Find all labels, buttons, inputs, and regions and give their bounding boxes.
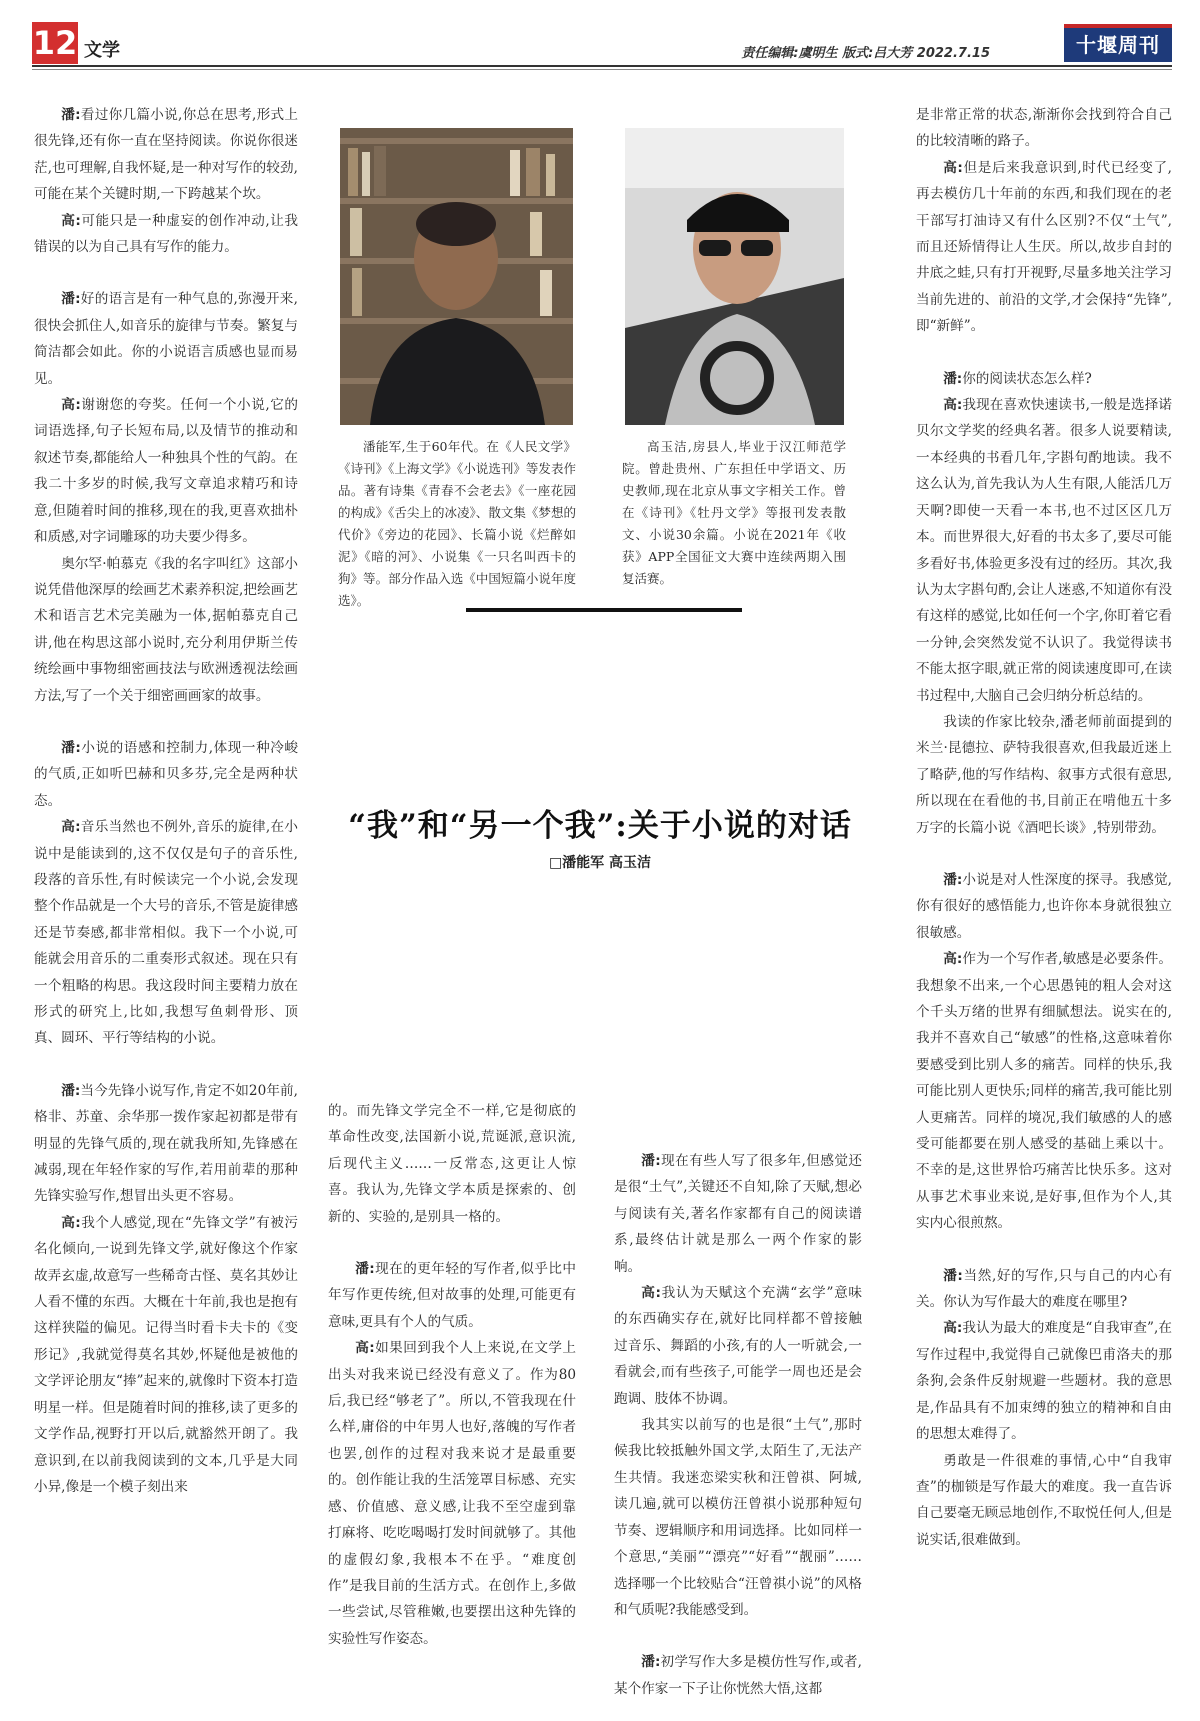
section-title: 文学 [84,40,120,61]
article-byline: □潘能军 高玉洁 [548,855,652,871]
paragraph-text: 如果回到我个人上来说,在文学上出头对我来说已经没有意义了。作为80后,我已经“够老了”。所以,不管我现在什么样,庸俗的中年男人也好,落魄的写作者也罢,创作的过程对我来说才是最重要的。创作能让我的生活笼罩目标感、充实感、价值感、意义感,让我不至空虚到靠打麻将、吃吃喝喝打发时间就够了。其他的虚假幻象,我根本不在乎。“难度创作”是我目前的生活方式。在创作上,多做一些尝试,尽管稚嫩,也要摆出这种先锋的实验性写作姿态。 [328,1340,576,1647]
paragraph [34,735,298,814]
paragraph-text: 初学写作大多是模仿性写作,或者,某个作家一下子让你恍然大悟,这都 [614,1654,862,1697]
paragraph-text: 好的语言是有一种气息的,弥漫开来,很快会抓住人,如音乐的旋律与节奏。繁复与简洁都会如此。你的小说语言质感也显而易见。 [34,291,298,387]
paragraph [916,155,1172,340]
caption-pan-nengjun: 潘能军,生于60年代。在《人民文学》《诗刊》《上海文学》《小说选刊》等发表作品。著有诗集《青春不会老去》《一座花园的构成》《舌尖上的冰凌》、散文集《梦想的代价》《旁边的花园》、长篇小说《烂醉如泥》《暗的河》、小说集《一只名叫西卡的狗》等。部分作品入选《中国短篇小说年度选》。 [338,439,576,608]
paragraph-text: 当今先锋小说写作,肯定不如20年前,格非、苏童、余华那一拨作家起初都是带有明显的先锋气质的,现在就我所知,先锋感在减弱,现在年轻作家的写作,若用前辈的那种先锋实验写作,想冒出头更不容易。 [34,1082,298,1205]
paragraph [916,366,1172,392]
editor-credits: 责任编辑:虞明生 版式:吕大芳 2022.7.15 [741,46,990,61]
paragraph-text: 可能只是一种虚妄的创作冲动,让我错误的以为自己具有写作的能力。 [34,212,298,256]
speaker-label: 潘: [641,1654,661,1671]
section-divider [466,608,742,612]
portrait-car-image [625,128,844,425]
speaker-label: 高: [943,159,963,176]
paragraph-text: 我个人感觉,现在“先锋文学”有被污名化倾向,一说到先锋文学,就好像这个作家故弄玄虚,故意写一些稀奇古怪、莫名其妙让人看不懂的东西。大概在十年前,我也是抱有这样狭隘的偏见。记得当时看卡夫卡的《变形记》,我就觉得莫名其妙,怀疑他是被他的文学评论朋友“捧”起来的,就像时下资本打造明星一样。但是随着时间的推移,读了更多的文学作品,视野打开以后,就豁然开朗了。我意识到,在以前我阅读到的文本,几乎是大同小异,像是一个模子刻出来 [34,1214,298,1495]
paragraph [34,1210,298,1500]
paragraph [916,946,1172,1236]
speaker-label: 潘: [61,1082,81,1099]
paragraph-text: 作为一个写作者,敏感是必要条件。我想象不出来,一个心思愚钝的粗人会对这个千头万绪的世界有细腻想法。说实在的,我并不喜欢自己“敏感”的性格,这意味着你要感受到比别人多的痛苦。同样的快乐,我可能比别人更快乐;同样的痛苦,我可能比别人更痛苦。同样的境况,我们敏感的人的感受可能都要在别人感受的基础上乘以十。不幸的是,这世界恰巧痛苦比快乐多。这对从事艺术事业来说,是好事,但作为个人,其实内心很煎熬。 [916,951,1172,1232]
paragraph-text: 现在的更年轻的写作者,似乎比中年写作更传统,但对故事的处理,可能更有意味,更具有个人的气质。 [328,1261,576,1330]
paragraph-text: 我现在喜欢快速读书,一般是选择诺贝尔文学奖的经典名著。很多人说要精读,一本经典的书看几年,字斟句酌地读。我不这么认为,首先我认为人生有限,人能活几万天啊?即使一天看一本书,也不过区区几万本。而世界很大,好看的书太多了,要尽可能多看好书,体验更多没有过的经历。其次,我认为太字斟句酌,会让人迷惑,不知道你有没有这样的感觉,比如任何一个字,你盯着它看一分钟,会突然发觉不认识了。我觉得读书不能太抠字眼,就正常的阅读速度即可,在读书过程中,大脑自己会归纳分析总结的。 [916,397,1172,704]
paragraph-text: 小说是对人性深度的探寻。我感觉,你有很好的感悟能力,也许你本身就很独立很敏感。 [916,871,1172,941]
paragraph [916,709,1172,841]
paragraph-text: 的。而先锋文学完全不一样,它是彻底的革命性改变,法国新小说,荒诞派,意识流,后现代主义……一反常态,这更让人惊喜。我认为,先锋文学本质是探索的、创新的、实验的,是别具一格的。 [328,1103,576,1225]
paragraph [614,1280,862,1412]
speaker-label: 潘: [355,1261,375,1278]
speaker-label: 潘: [943,370,963,387]
paragraph-text: 现在有些人写了很多年,但感觉还是很“土气”,关键还不自知,除了天赋,想必与阅读有关,著名作家都有自己的阅读谱系,最终估计就是那么一两个作家的影响。 [614,1153,862,1275]
paragraph [34,286,298,392]
paragraph [916,1448,1172,1554]
portrait-bookshelf-image [340,128,573,425]
paragraph [916,867,1172,946]
speaker-label: 高: [943,1320,963,1337]
speaker-label: 高: [641,1285,661,1302]
paragraph-text: 看过你几篇小说,你总在思考,形式上很先锋,还有你一直在坚持阅读。你说你很迷茫,也可理解,自我怀疑,是一种对写作的较劲,可能在某个关键时期,一下跨越某个坎。 [34,107,298,203]
paragraph [916,102,1172,155]
author-photo-pan [340,128,573,425]
newspaper-masthead: 十堰周刊 [1064,24,1172,62]
paragraph [614,1649,862,1702]
paragraph-text: 当然,好的写作,只与自己的内心有关。你认为写作最大的难度在哪里? [916,1267,1172,1311]
paragraph [614,1412,862,1623]
speaker-label: 高: [61,819,81,836]
speaker-label: 潘: [61,107,81,123]
caption-gao-yujie: 高玉洁,房县人,毕业于汉江师范学院。曾赴贵州、广东担任中学语文、历史教师,现在北京从事文字相关工作。曾在《诗刊》《牡丹文学》等报刊发表散文、小说30余篇。小说在2021年《收获》APP全国征文大赛中连续两期入围复活赛。 [622,439,846,586]
paragraph-text: 我其实以前写的也是很“土气”,那时候我比较抵触外国文学,太陌生了,无法产生共情。我迷恋梁实秋和汪曾祺、阿城,读几遍,就可以模仿汪曾祺小说那种短句节奏、逻辑顺序和用词选择。比如同样一个意思,“美丽”“漂亮”“好看”“靓丽”……选择哪一个比较贴合“汪曾祺小说”的风格和气质呢?我能感受到。 [614,1417,862,1618]
speaker-label: 高: [61,397,81,414]
paragraph-text: 你的阅读状态怎么样? [962,370,1092,387]
speaker-label: 高: [61,212,81,229]
paragraph [614,1148,862,1280]
paragraph-text: 小说的语感和控制力,体现一种冷峻的气质,正如听巴赫和贝多芬,完全是两种状态。 [34,739,298,809]
paragraph [916,392,1172,709]
paragraph [916,1315,1172,1447]
paragraph [328,1098,576,1230]
header-rule-thin [32,69,1172,70]
paragraph-text: 勇敢是一件很难的事情,心中“自我审查”的枷锁是写作最大的难度。我一直告诉自己要毫无顾忌地创作,不取悦任何人,但是说实话,很难做到。 [916,1452,1172,1548]
author-photo-gao [625,128,844,425]
speaker-label: 潘: [943,871,963,888]
paragraph-text: 我认为最大的难度是“自我审查”,在写作过程中,我觉得自己就像巴甫洛夫的那条狗,会条件反射规避一些题材。我的意思是,作品具有不加束缚的独立的精神和自由的思想太难得了。 [916,1320,1172,1443]
paragraph [328,1256,576,1335]
paragraph-text: 我读的作家比较杂,潘老师前面提到的米兰·昆德拉、萨特我很喜欢,但我最近迷上了略萨,他的写作结构、叙事方式很有意思,所以现在在看他的书,目前正在啃他五十多万字的长篇小说《酒吧长谈》,特别带劲。 [916,713,1172,836]
paragraph-text: 音乐当然也不例外,音乐的旋律,在小说中是能读到的,这不仅仅是句子的音乐性,段落的音乐性,有时候读完一个小说,会发现整个作品就是一个大号的音乐,不管是旋律感还是节奏感,都非常相似。我下一个小说,可能就会用音乐的二重奏形式叙述。现在只有一个粗略的构思。我这段时间主要精力放在形式的研究上,比如,我想写鱼刺骨形、顶真、圆环、平行等结构的小说。 [34,819,298,1047]
text-column-2 [328,1098,576,1698]
paragraph-text: 我认为天赋这个充满“玄学”意味的东西确实存在,就好比同样都不曾接触过音乐、舞蹈的小孩,有的人一听就会,一看就会,而有些孩子,可能学一周也还是会跑调、肢体不协调。 [614,1285,862,1407]
paragraph [34,208,298,261]
paragraph-text: 谢谢您的夸奖。任何一个小说,它的词语选择,句子长短布局,以及情节的推动和叙述节奏,都能给人一种独具个性的气韵。在我二十多岁的时候,我写文章追求精巧和诗意,但随着时间的推移,现在的我,更喜欢拙朴和质感,对字词雕琢的功夫要少得多。 [34,397,298,546]
paragraph [916,1263,1172,1316]
paragraph [34,551,298,709]
paragraph [34,1078,298,1210]
speaker-label: 高: [355,1340,375,1357]
paragraph-text: 是非常正常的状态,渐渐你会找到符合自己的比较清晰的路子。 [916,107,1172,150]
paragraph [34,814,298,1052]
paragraph [328,1335,576,1652]
speaker-label: 潘: [61,291,81,308]
speaker-label: 高: [943,397,963,414]
paragraph-text: 但是后来我意识到,时代已经变了,再去模仿几十年前的东西,和我们现在的老干部写打油诗又有什么区别?不仅“土气”,而且还矫情得让人生厌。所以,故步自封的井底之蛙,只有打开视野,尽量多地关注学习当前先进的、前沿的文学,才会保持“先锋”,即“新鲜”。 [916,159,1172,335]
header-rule [32,65,1172,67]
speaker-label: 潘: [61,739,81,756]
text-column-4 [916,102,1172,1702]
paragraph [34,102,298,208]
text-column-1 [34,102,298,1702]
article-title: “我”和“另一个我”:关于小说的对话 [348,808,852,844]
speaker-label: 潘: [943,1267,963,1284]
speaker-label: 潘: [641,1153,661,1169]
page-number: 12 [32,24,78,62]
paragraph-text: 奥尔罕·帕慕克《我的名字叫红》这部小说凭借他深厚的绘画艺术素养积淀,把绘画艺术和语言艺术完美融为一体,据帕慕克自己讲,他在构思这部小说时,充分利用伊斯兰传统绘画中事物细密画技法与欧洲透视法绘画方法,写了一个关于细密画画家的故事。 [34,555,298,704]
speaker-label: 高: [61,1214,81,1231]
paragraph [34,392,298,550]
speaker-label: 高: [943,951,963,968]
text-column-3 [614,1122,862,1702]
